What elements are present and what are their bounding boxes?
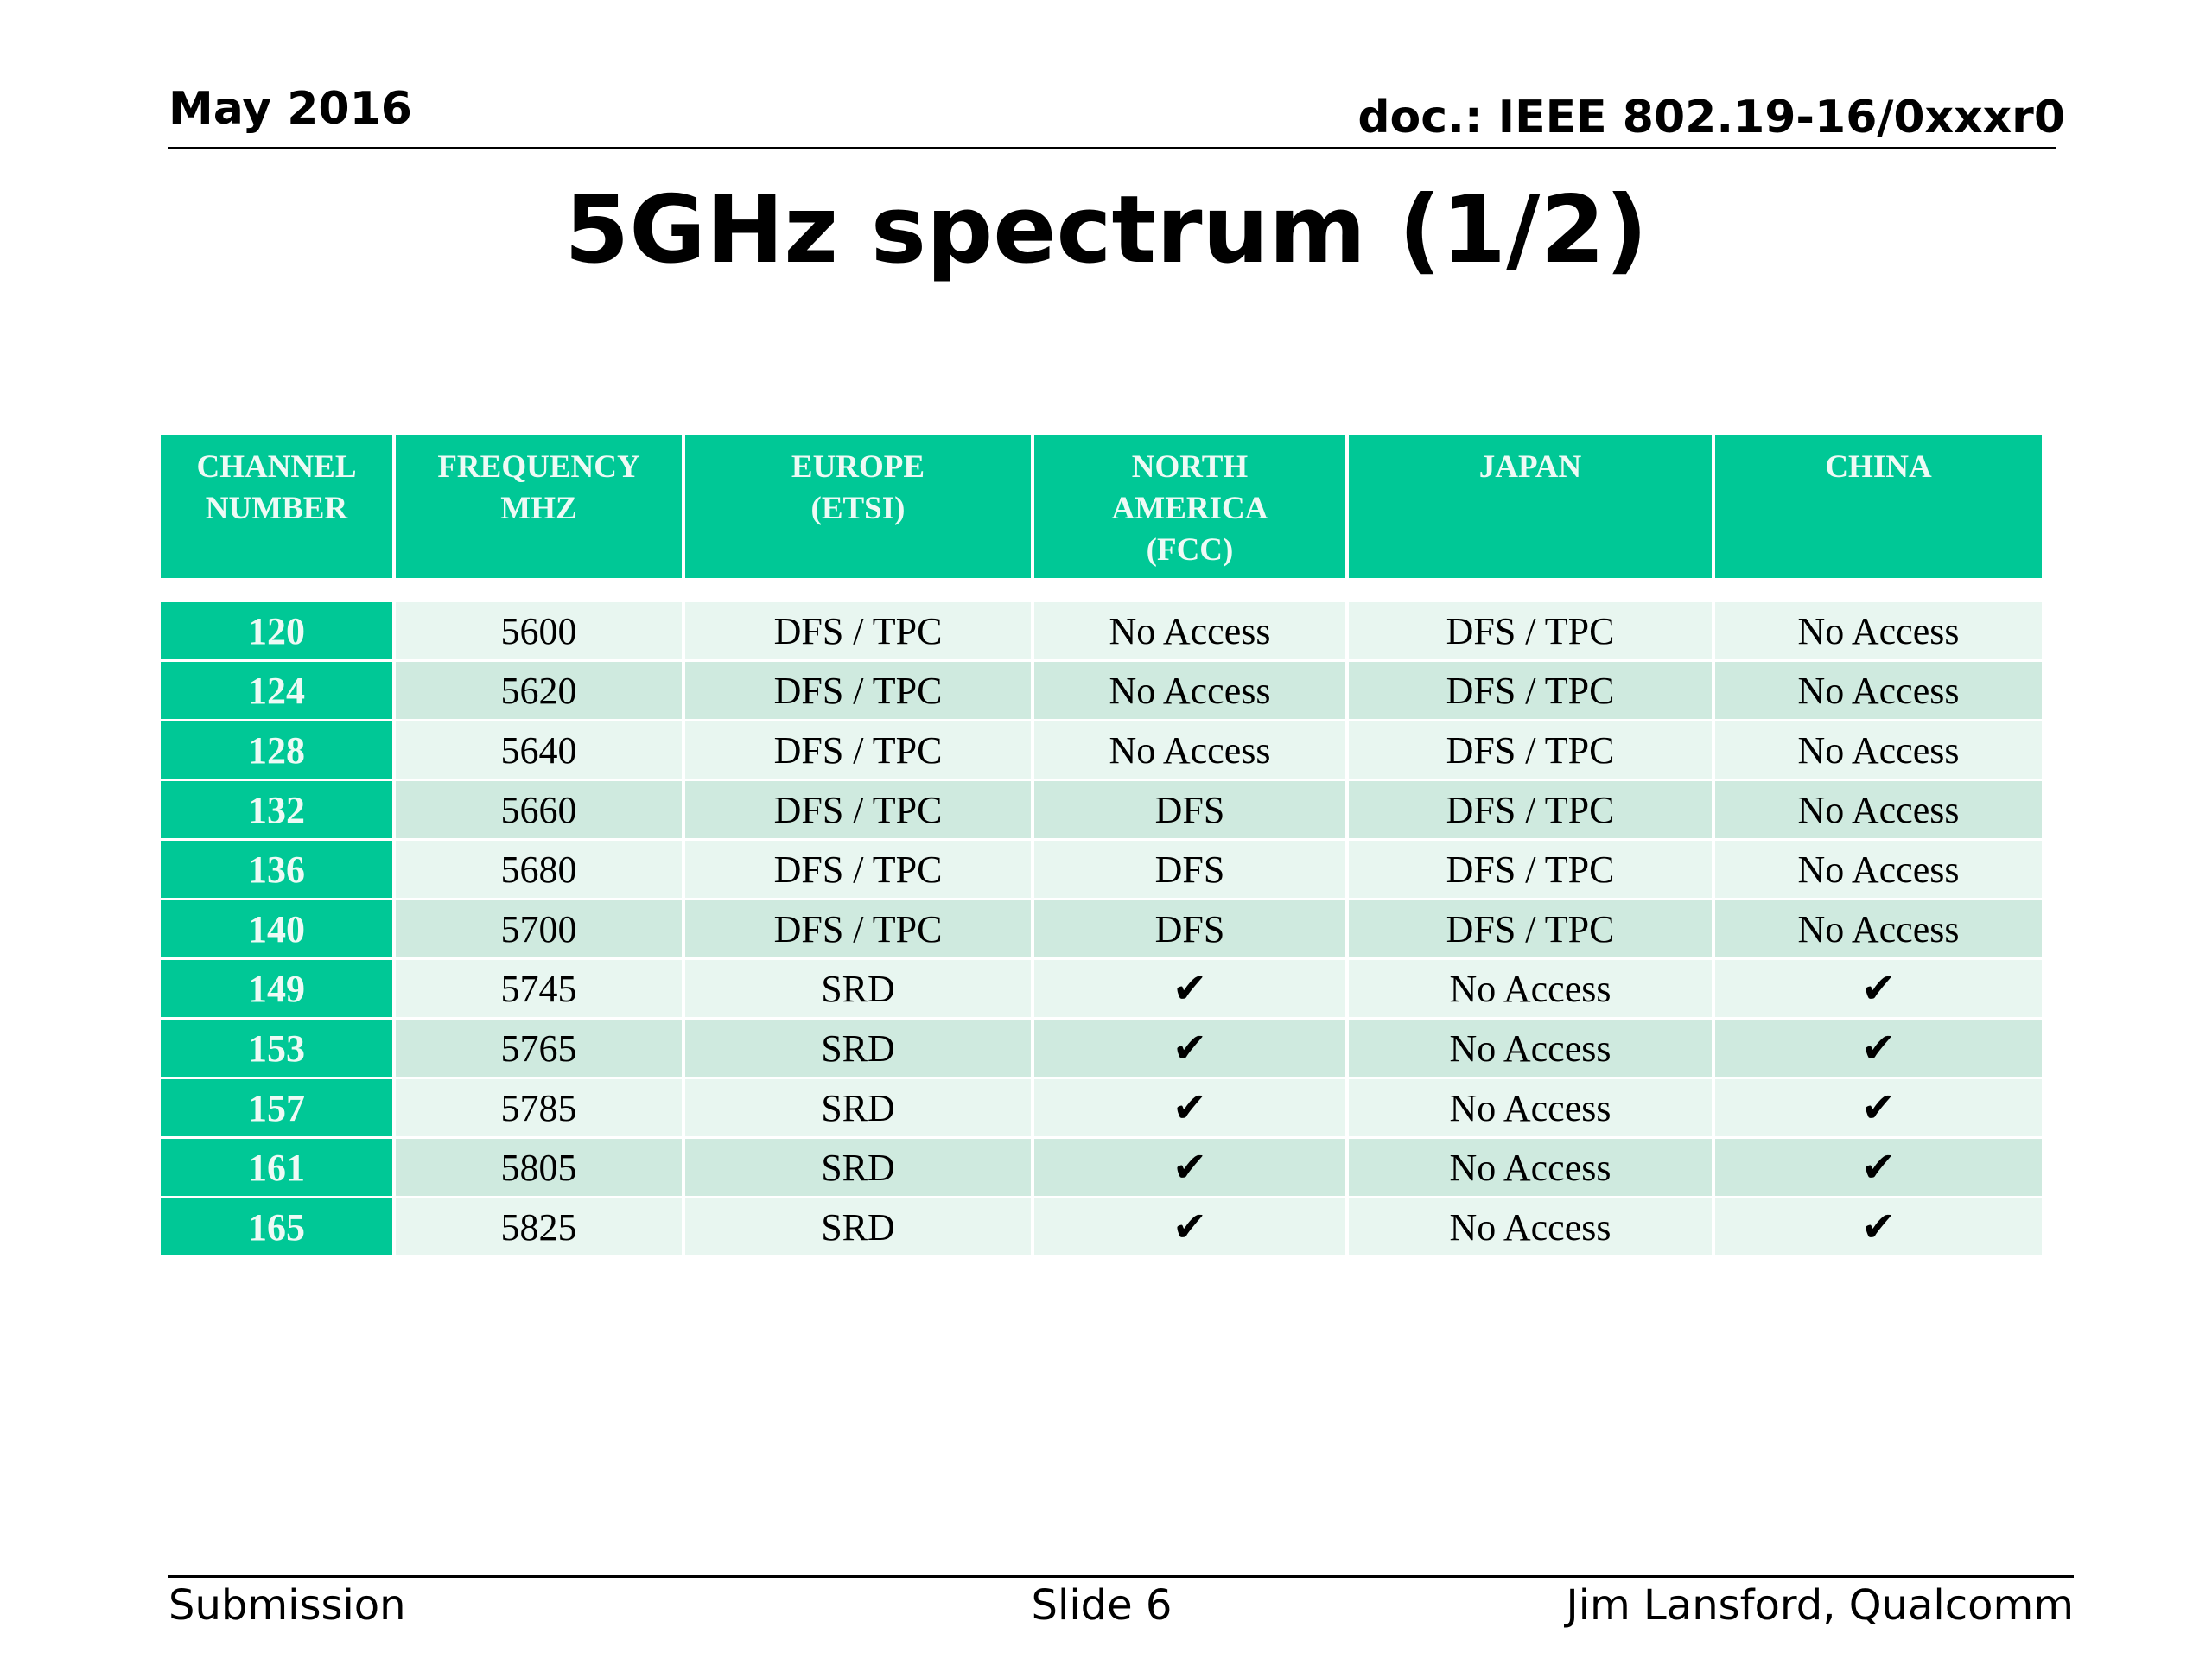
north-america-cell: No Access <box>1034 602 1345 659</box>
table-row <box>161 781 2042 838</box>
table-row <box>161 1079 2042 1136</box>
header-line: CHANNEL <box>196 449 357 485</box>
table-row <box>161 602 2042 659</box>
header-doc-id: doc.: IEEE 802.19-16/0xxxr0 <box>1357 92 2065 143</box>
channel-cell: 161 <box>161 1139 392 1196</box>
table-header-row <box>161 435 2042 578</box>
header-spacer <box>161 581 2042 600</box>
north-america-cell: No Access <box>1034 662 1345 719</box>
north-america-cell: DFS <box>1034 781 1345 838</box>
frequency-cell: 5640 <box>396 721 682 779</box>
header-line: JAPAN <box>1478 449 1582 485</box>
frequency-cell: 5600 <box>396 602 682 659</box>
japan-cell: No Access <box>1349 1020 1712 1077</box>
header-europe <box>685 435 1031 578</box>
japan-cell: DFS / TPC <box>1349 721 1712 779</box>
table-row <box>161 960 2042 1017</box>
china-cell: No Access <box>1715 841 2042 898</box>
japan-cell: DFS / TPC <box>1349 781 1712 838</box>
footer-slide-number: Slide 6 <box>1031 1581 1173 1630</box>
header-line: CHINA <box>1825 449 1932 485</box>
header-line: AMERICA <box>1111 491 1268 526</box>
header-date: May 2016 <box>168 83 412 135</box>
japan-cell: DFS / TPC <box>1349 841 1712 898</box>
channel-cell: 153 <box>161 1020 392 1077</box>
channel-cell: 149 <box>161 960 392 1017</box>
europe-cell: SRD <box>685 1020 1031 1077</box>
header-japan <box>1349 435 1712 578</box>
table-row <box>161 900 2042 957</box>
channel-cell: 157 <box>161 1079 392 1136</box>
north-america-cell: DFS <box>1034 841 1345 898</box>
header-line: EUROPE <box>791 449 925 485</box>
europe-cell: SRD <box>685 960 1031 1017</box>
channel-cell: 140 <box>161 900 392 957</box>
header-line: NORTH <box>1131 449 1249 485</box>
channel-cell: 124 <box>161 662 392 719</box>
header-channel-number <box>161 435 392 578</box>
china-cell: ✔ <box>1715 1079 2042 1136</box>
footer-submission: Submission <box>168 1581 406 1630</box>
china-cell: No Access <box>1715 900 2042 957</box>
north-america-cell: No Access <box>1034 721 1345 779</box>
table-row <box>161 1198 2042 1255</box>
frequency-cell: 5700 <box>396 900 682 957</box>
header-frequency <box>396 435 682 578</box>
header-line: MHZ <box>500 491 577 526</box>
china-cell: No Access <box>1715 602 2042 659</box>
header-china <box>1715 435 2042 578</box>
channel-cell: 165 <box>161 1198 392 1255</box>
north-america-cell: DFS <box>1034 900 1345 957</box>
japan-cell: No Access <box>1349 960 1712 1017</box>
china-cell: ✔ <box>1715 1020 2042 1077</box>
header-line: (ETSI) <box>810 491 906 526</box>
china-cell: No Access <box>1715 781 2042 838</box>
north-america-cell: ✔ <box>1034 1079 1345 1136</box>
header-line: FREQUENCY <box>437 449 640 485</box>
north-america-cell: ✔ <box>1034 1020 1345 1077</box>
frequency-cell: 5825 <box>396 1198 682 1255</box>
frequency-cell: 5620 <box>396 662 682 719</box>
spacer-cell <box>1715 581 2042 600</box>
china-cell: ✔ <box>1715 1198 2042 1255</box>
europe-cell: SRD <box>685 1139 1031 1196</box>
footer-author: Jim Lansford, Qualcomm <box>1566 1581 2074 1630</box>
frequency-cell: 5785 <box>396 1079 682 1136</box>
china-cell: ✔ <box>1715 960 2042 1017</box>
frequency-cell: 5765 <box>396 1020 682 1077</box>
channel-cell: 128 <box>161 721 392 779</box>
north-america-cell: ✔ <box>1034 1139 1345 1196</box>
header-line: (FCC) <box>1146 532 1234 568</box>
header-rule <box>168 147 2056 149</box>
japan-cell: No Access <box>1349 1198 1712 1255</box>
europe-cell: DFS / TPC <box>685 602 1031 659</box>
frequency-cell: 5805 <box>396 1139 682 1196</box>
japan-cell: DFS / TPC <box>1349 662 1712 719</box>
spacer-cell <box>1349 581 1712 600</box>
japan-cell: DFS / TPC <box>1349 900 1712 957</box>
europe-cell: DFS / TPC <box>685 781 1031 838</box>
table-row <box>161 841 2042 898</box>
spacer-cell <box>1034 581 1345 600</box>
spacer-cell <box>161 581 392 600</box>
europe-cell: DFS / TPC <box>685 841 1031 898</box>
europe-cell: DFS / TPC <box>685 721 1031 779</box>
japan-cell: DFS / TPC <box>1349 602 1712 659</box>
table-row <box>161 1139 2042 1196</box>
japan-cell: No Access <box>1349 1079 1712 1136</box>
channel-cell: 132 <box>161 781 392 838</box>
slide-title: 5GHz spectrum (1/2) <box>564 176 1648 284</box>
europe-cell: SRD <box>685 1079 1031 1136</box>
header-line: NUMBER <box>205 491 348 526</box>
north-america-cell: ✔ <box>1034 1198 1345 1255</box>
china-cell: No Access <box>1715 662 2042 719</box>
table-row <box>161 662 2042 719</box>
spacer-cell <box>396 581 682 600</box>
japan-cell: No Access <box>1349 1139 1712 1196</box>
north-america-cell: ✔ <box>1034 960 1345 1017</box>
frequency-cell: 5680 <box>396 841 682 898</box>
china-cell: No Access <box>1715 721 2042 779</box>
china-cell: ✔ <box>1715 1139 2042 1196</box>
frequency-cell: 5660 <box>396 781 682 838</box>
table-row <box>161 721 2042 779</box>
frequency-cell: 5745 <box>396 960 682 1017</box>
spacer-cell <box>685 581 1031 600</box>
europe-cell: DFS / TPC <box>685 662 1031 719</box>
table-body <box>161 581 2042 1255</box>
spectrum-table <box>157 432 2045 1258</box>
footer-rule <box>168 1575 2074 1578</box>
europe-cell: DFS / TPC <box>685 900 1031 957</box>
channel-cell: 120 <box>161 602 392 659</box>
channel-cell: 136 <box>161 841 392 898</box>
europe-cell: SRD <box>685 1198 1031 1255</box>
table-row <box>161 1020 2042 1077</box>
header-north-america <box>1034 435 1345 578</box>
